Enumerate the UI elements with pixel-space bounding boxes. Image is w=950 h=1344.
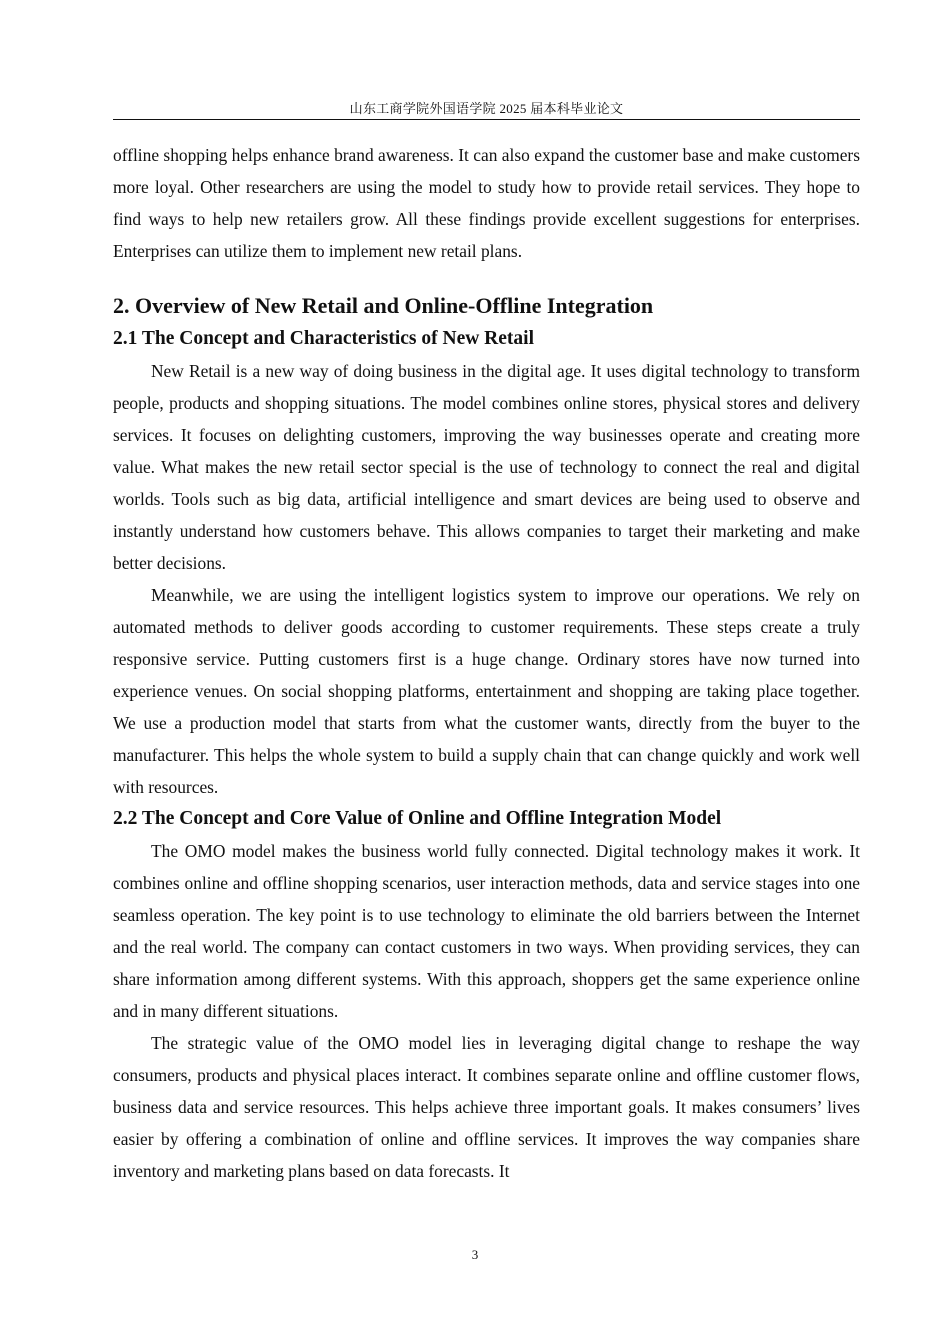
page-number: 3 [471,1247,479,1262]
subsection-heading-2-1: 2.1 The Concept and Characteristics of New Retail [113,328,535,349]
paragraph-intelligent-logistics: Meanwhile, we are using the intelligent logistics system to improve our operations. We rely on automated methods to deliver goods according to customer requirements. These steps create a truly responsive service. Putting customers first is a huge change. Ordinary stores have now turned into experience venues. On social shopping platforms, entertainment and shopping are taking place together. We use a production model that starts from what the customer wants, directly from the buyer to the manufacturer. This helps the whole system to build a supply chain that can change quickly and work well with resources. [113,585,860,797]
running-header: 山东工商学院外国语学院 2025 届本科毕业论文 [349,101,624,116]
section-heading-2: 2. Overview of New Retail and Online-Offline Integration [113,293,654,318]
paragraph-omo-model: The OMO model makes the business world fully connected. Digital technology makes it work. It combines online and offline shopping scenarios, user interaction methods, data and service stages into one seamless operation. The key point is to use technology to eliminate the old barriers between the Internet and the real world. The company can contact customers in two ways. When providing services, they can share information among different systems. With this approach, shoppers get the same experience online and in many different situations. [113,841,860,1021]
paragraph-omo-strategic-value: The strategic value of the OMO model lies in leveraging digital change to reshape the way consumers, products and physical places interact. It combines separate online and offline customer flows, business data and service resources. This helps achieve three important goals. It makes consumers’ lives easier by offering a combination of online and offline services. It improves the way companies share inventory and marketing plans based on data forecasts. It [113,1033,860,1181]
page-content [113,139,860,1187]
header-divider [113,119,860,120]
subsection-heading-2-2: 2.2 The Concept and Core Value of Online and Offline Integration Model [113,808,722,829]
paragraph-continuation: offline shopping helps enhance brand awareness. It can also expand the customer base and make customers more loyal. Other researchers are using the model to study how to provide retail services. They hope to find ways to help new retailers grow. All these findings provide excellent suggestions for enterprises. Enterprises can utilize them to implement new retail plans. [113,145,860,261]
paragraph-new-retail-definition: New Retail is a new way of doing business in the digital age. It uses digital technology to transform people, products and shopping situations. The model combines online stores, physical stores and delivery services. It focuses on delighting customers, improving the way businesses operate and creating more value. What makes the new retail sector special is the use of technology to connect the real and digital worlds. Tools such as big data, artificial intelligence and smart devices are being used to observe and instantly understand how customers behave. This allows companies to target their marketing and make better decisions. [113,361,860,573]
